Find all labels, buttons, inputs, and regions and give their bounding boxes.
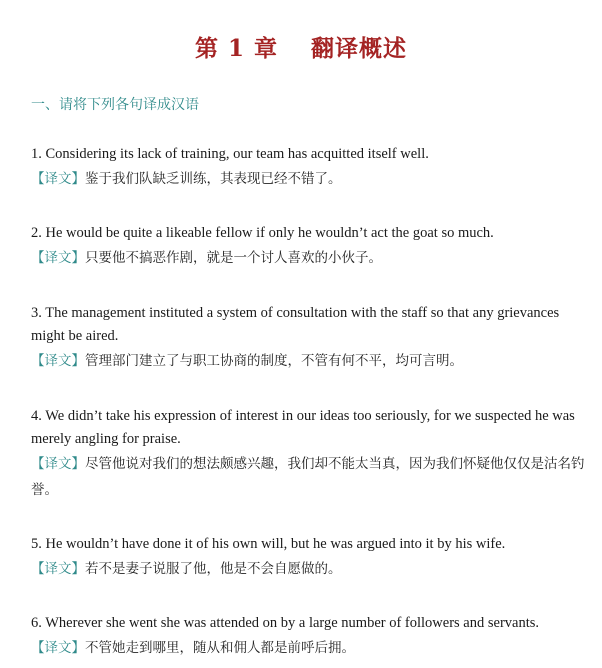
chinese-translation (31, 245, 587, 271)
english-sentence: 2. He would be quite a likeable fellow if only he wouldn’t act the goat so much. (31, 225, 494, 241)
english-sentence: 5. He wouldn’t have done it of his own will, but he was argued into it by his wife. (31, 536, 506, 552)
chinese-translation (31, 635, 587, 661)
exercise-item-6 (31, 612, 587, 661)
english-sentence: 4. We didn’t take his expression of interest in our ideas too seriously, for we suspected he was merely angling for praise. (31, 408, 575, 447)
english-sentence: 6. Wherever she went she was attended on by a large number of followers and servants. (31, 615, 540, 631)
translation-text: 若不是妻子说服了他，他是不会自愿做的。 (85, 561, 342, 577)
translation-tag: 【译文】 (31, 171, 85, 187)
english-sentence: 1. Considering its lack of training, our team has acquitted itself well. (31, 146, 429, 162)
translation-text: 管理部门建立了与职工协商的制度，不管有何不平，均可言明。 (85, 353, 463, 369)
exercise-item-2 (31, 222, 587, 271)
section-heading: 一、请将下列各句译成汉语 (31, 97, 199, 113)
exercise-item-1 (31, 143, 587, 192)
translation-text: 不管她走到哪里，随从和佣人都是前呼后拥。 (85, 640, 355, 656)
english-sentence: 3. The management instituted a system of consultation with the staff so that any grievances might be aired. (31, 305, 560, 344)
chapter-title: 第 1 章 翻译概述 (194, 35, 408, 62)
chinese-translation (31, 556, 587, 582)
chinese-translation (31, 166, 587, 192)
exercise-item-4 (31, 405, 587, 503)
translation-tag: 【译文】 (31, 561, 85, 577)
translation-text: 只要他不搞恶作剧，就是一个讨人喜欢的小伙子。 (85, 250, 382, 266)
translation-text: 鉴于我们队缺乏训练，其表现已经不错了。 (85, 171, 342, 187)
translation-text: 尽管他说对我们的想法颇感兴趣，我们却不能太当真，因为我们怀疑他仅仅是沽名钓誉。 (31, 456, 585, 498)
chinese-translation (31, 348, 587, 374)
translation-tag: 【译文】 (31, 456, 85, 472)
translation-tag: 【译文】 (31, 250, 85, 266)
translation-tag: 【译文】 (31, 640, 85, 656)
exercise-item-5 (31, 533, 587, 582)
translation-tag: 【译文】 (31, 353, 85, 369)
exercise-item-3 (31, 302, 587, 374)
chinese-translation (31, 451, 587, 503)
